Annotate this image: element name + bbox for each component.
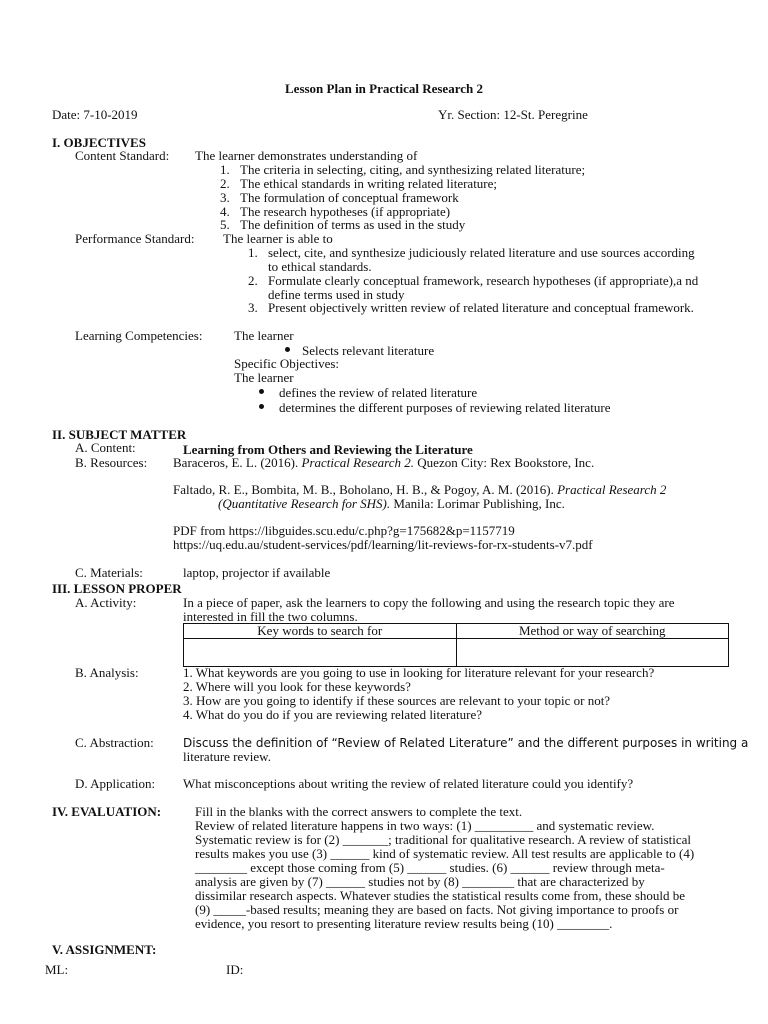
- evaluation-line: Review of related literature happens in two ways: (1) _________ and systematic review.: [195, 818, 655, 833]
- resource-author: Faltado, R. E., Bombita, M. B., Boholano, H. B., & Pogoy, A. M. (2016).: [173, 482, 558, 497]
- content-label: A. Content:: [75, 440, 136, 455]
- section-line: Yr. Section: 12-St. Peregrine: [438, 107, 588, 122]
- subject-matter-heading: II. SUBJECT MATTER: [52, 427, 187, 442]
- resource-book-title: Practical Research 2: [557, 482, 667, 497]
- abstraction-text: Discuss the definition of “Review of Related Literature” and the different purposes in writing a: [183, 736, 749, 750]
- performance-standard-intro: The learner is able to: [223, 231, 333, 246]
- content-item-number: 4.: [220, 204, 230, 219]
- performance-standard-label: Performance Standard:: [75, 231, 195, 246]
- evaluation-line: (9) _____-based results; meaning they are based on facts. Not giving importance to proofs or: [195, 902, 679, 917]
- abstraction-label: C. Abstraction:: [75, 735, 154, 750]
- evaluation-instruction: Fill in the blanks with the correct answers to complete the text.: [195, 804, 523, 819]
- performance-item-text-cont: to ethical standards.: [268, 259, 372, 274]
- resource-publisher: Manila: Lorimar Publishing, Inc.: [390, 496, 565, 511]
- resource-author: Baraceros, E. L. (2016).: [173, 455, 302, 470]
- resources-label: B. Resources:: [75, 455, 148, 470]
- application-label: D. Application:: [75, 776, 156, 791]
- content-item-number: 1.: [220, 162, 230, 177]
- table-cell-blank: [184, 639, 457, 667]
- page-title: Lesson Plan in Practical Research 2: [285, 81, 483, 96]
- content-item-text: The criteria in selecting, citing, and synthesizing related literature;: [240, 162, 586, 177]
- competencies-label: Learning Competencies:: [75, 328, 203, 343]
- materials-label: C. Materials:: [75, 565, 143, 580]
- competencies-intro: The learner: [234, 328, 294, 343]
- evaluation-line: evidence, you resort to presenting literature review results being (10) ________.: [195, 916, 613, 931]
- analysis-question: 1. What keywords are you going to use in looking for literature relevant for your research?: [183, 665, 655, 680]
- date-line: Date: 7-10-2019: [52, 107, 138, 122]
- bullet-icon: [285, 347, 290, 352]
- competency-item: Selects relevant literature: [302, 343, 435, 358]
- table-cell-blank: [456, 639, 729, 667]
- content-item-text: The formulation of conceptual framework: [240, 190, 459, 205]
- application-text: What misconceptions about writing the review of related literature could you identify?: [183, 776, 634, 791]
- abstraction-text-cont: literature review.: [183, 749, 271, 764]
- content-value: Learning from Others and Reviewing the Literature: [183, 442, 473, 457]
- assignment-heading: V. ASSIGNMENT:: [52, 942, 157, 957]
- performance-item-text-cont: define terms used in study: [268, 287, 405, 302]
- table-header-keywords: Key words to search for: [184, 624, 457, 639]
- content-item-text: The ethical standards in writing related literature;: [240, 176, 498, 191]
- content-standard-label: Content Standard:: [75, 148, 170, 163]
- specific-objective-item: defines the review of related literature: [279, 385, 478, 400]
- performance-item-text: Present objectively written review of related literature and conceptual framework.: [268, 300, 694, 315]
- materials-value: laptop, projector if available: [183, 565, 331, 580]
- pdf-source-line: PDF from https://libguides.scu.edu/c.php?g=175682&p=1157719: [173, 523, 515, 538]
- resource-citation-2: [173, 483, 666, 497]
- resource-book-title: Practical Research 2.: [301, 455, 415, 470]
- content-item-number: 2.: [220, 176, 230, 191]
- analysis-question: 4. What do you do if you are reviewing related literature?: [183, 707, 483, 722]
- content-item-text: The research hypotheses (if appropriate): [240, 204, 451, 219]
- activity-table: [183, 623, 729, 667]
- ml-label: ML:: [45, 962, 69, 977]
- content-item-number: 5.: [220, 217, 230, 232]
- content-standard-intro: The learner demonstrates understanding of: [195, 148, 418, 163]
- evaluation-heading: IV. EVALUATION:: [52, 804, 162, 819]
- resource-publisher: Quezon City: Rex Bookstore, Inc.: [414, 455, 595, 470]
- table-header-method: Method or way of searching: [456, 624, 729, 639]
- specific-objective-item: determines the different purposes of reviewing related literature: [279, 400, 611, 415]
- analysis-question: 2. Where will you look for these keywords?: [183, 679, 411, 694]
- performance-item-number: 3.: [248, 300, 258, 315]
- activity-label: A. Activity:: [75, 595, 137, 610]
- table-row: [184, 639, 729, 667]
- pdf-source-url: https://uq.edu.au/student-services/pdf/learning/lit-reviews-for-rx-students-v7.pdf: [173, 537, 593, 552]
- evaluation-line: Systematic review is for (2) _______; traditional for qualitative research. A review of statistical: [195, 832, 692, 847]
- performance-item-number: 1.: [248, 245, 258, 260]
- lesson-proper-heading: III. LESSON PROPER: [52, 581, 182, 596]
- bullet-icon: [259, 404, 264, 409]
- evaluation-line: results makes you use (3) ______ kind of systematic review. All test results are applicable to (4): [195, 846, 695, 861]
- resource-citation-2-cont: [218, 497, 565, 511]
- resource-citation-1: [173, 456, 594, 470]
- objectives-heading: I. OBJECTIVES: [52, 135, 146, 150]
- specific-objectives-label: Specific Objectives:: [234, 356, 340, 371]
- performance-item-text: select, cite, and synthesize judiciously related literature and use sources according: [268, 245, 695, 260]
- specific-intro: The learner: [234, 370, 294, 385]
- content-item-text: The definition of terms as used in the study: [240, 217, 466, 232]
- table-header-row: [184, 624, 729, 639]
- performance-item-text: Formulate clearly conceptual framework, research hypotheses (if appropriate),a nd: [268, 273, 699, 288]
- evaluation-line: ________ except those coming from (5) ______ studies. (6) ______ review through meta-: [195, 860, 665, 875]
- content-item-number: 3.: [220, 190, 230, 205]
- id-label: ID:: [226, 962, 244, 977]
- resource-book-subtitle: (Quantitative Research for SHS).: [218, 496, 391, 511]
- activity-text: In a piece of paper, ask the learners to copy the following and using the research topic they are: [183, 595, 675, 610]
- bullet-icon: [259, 389, 264, 394]
- analysis-label: B. Analysis:: [75, 665, 139, 680]
- activity-text-cont: interested in fill the two columns.: [183, 609, 358, 624]
- evaluation-line: dissimilar research aspects. Whatever studies the statistical results come from, these should be: [195, 888, 686, 903]
- evaluation-line: analysis are given by (7) ______ studies not by (8) ________ that are characterized by: [195, 874, 645, 889]
- performance-item-number: 2.: [248, 273, 258, 288]
- analysis-question: 3. How are you going to identify if these sources are relevant to your topic or not?: [183, 693, 611, 708]
